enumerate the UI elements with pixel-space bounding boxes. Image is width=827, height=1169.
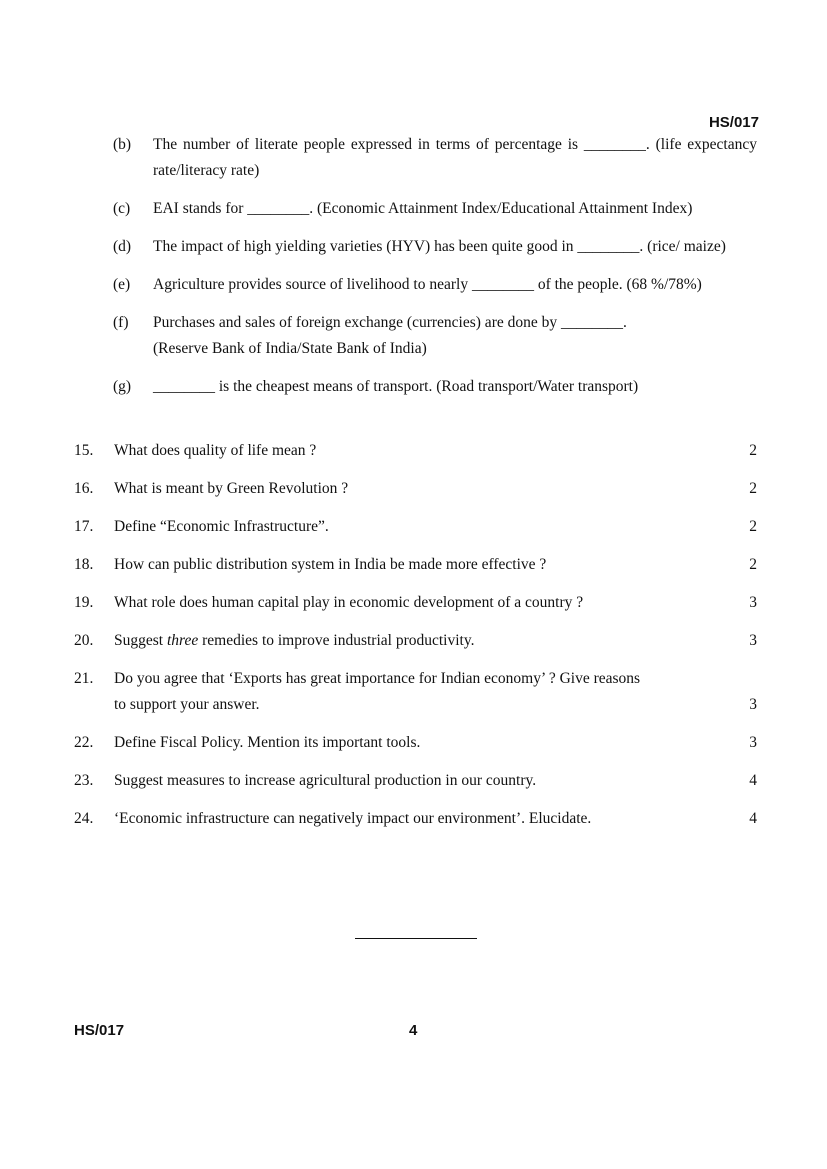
- question-body: [114, 590, 757, 616]
- fill-in-blanks-list: [113, 132, 757, 412]
- question-16: [74, 476, 757, 502]
- question-marks: 4: [749, 810, 757, 827]
- question-text: What is meant by Green Revolution ?: [114, 480, 349, 497]
- sub-question-text: EAI stands for ________. (Economic Attainment Index/Educational Attainment Index): [153, 200, 693, 217]
- question-body: [114, 768, 757, 794]
- question-marks: 3: [749, 632, 757, 649]
- question-text-emphasis: three: [166, 632, 199, 649]
- question-marks: 2: [749, 518, 757, 535]
- question-list: [74, 438, 757, 844]
- sub-question-text: Purchases and sales of foreign exchange (currencies) are done by ________.: [153, 314, 627, 331]
- question-body: [114, 730, 757, 756]
- question-text: Do you agree that ‘Exports has great importance for Indian economy’ ? Give reasons: [114, 670, 641, 687]
- question-marks: 3: [749, 696, 757, 713]
- sub-question-letter: (e): [113, 276, 131, 293]
- question-body: [114, 552, 757, 578]
- question-number: 23.: [74, 772, 94, 789]
- sub-question-options: (Reserve Bank of India/State Bank of India): [153, 340, 427, 357]
- question-marks: 3: [749, 594, 757, 611]
- question-line-2: [114, 692, 757, 718]
- question-body: [114, 666, 757, 718]
- sub-question-text: ________ is the cheapest means of transport. (Road transport/Water transport): [153, 378, 639, 395]
- page-number: 4: [409, 1022, 418, 1039]
- question-marks: 2: [749, 442, 757, 459]
- question-20: [74, 628, 757, 654]
- question-body: [114, 476, 757, 502]
- question-number: 15.: [74, 442, 94, 459]
- question-marks: 3: [749, 734, 757, 751]
- question-body: [114, 514, 757, 540]
- question-marks: 2: [749, 480, 757, 497]
- question-text: Define Fiscal Policy. Mention its important tools.: [114, 734, 421, 751]
- question-text: ‘Economic infrastructure can negatively impact our environment’. Elucidate.: [114, 810, 592, 827]
- sub-question-text: The impact of high yielding varieties (HYV) has been quite good in ________. (rice/ maize): [153, 238, 726, 255]
- question-marks: 2: [749, 556, 757, 573]
- question-21: [74, 666, 757, 718]
- question-number: 19.: [74, 594, 94, 611]
- question-text-part: Suggest: [114, 632, 167, 649]
- sub-question-f: [113, 310, 757, 362]
- sub-question-letter: (g): [113, 378, 132, 395]
- question-22: [74, 730, 757, 756]
- question-text: What does quality of life mean ?: [114, 442, 317, 459]
- question-18: [74, 552, 757, 578]
- question-text-part: remedies to improve industrial productivity.: [198, 632, 475, 649]
- question-text: What role does human capital play in economic development of a country ?: [114, 594, 584, 611]
- question-24: [74, 806, 757, 832]
- question-number: 24.: [74, 810, 94, 827]
- end-of-paper-rule: [355, 938, 477, 939]
- header-paper-code: HS/017: [708, 114, 759, 131]
- sub-question-e: [113, 272, 757, 298]
- sub-question-letter: (c): [113, 200, 131, 217]
- sub-question-d: [113, 234, 757, 260]
- sub-question-letter: (d): [113, 238, 132, 255]
- question-number: 17.: [74, 518, 94, 535]
- question-marks: 4: [749, 772, 757, 789]
- question-17: [74, 514, 757, 540]
- question-body: [114, 806, 757, 832]
- question-15: [74, 438, 757, 464]
- footer-paper-code: HS/017: [74, 1022, 125, 1039]
- question-number: 18.: [74, 556, 94, 573]
- question-number: 16.: [74, 480, 94, 497]
- question-text-continued: to support your answer.: [114, 696, 260, 713]
- question-23: [74, 768, 757, 794]
- question-text: [114, 628, 474, 654]
- question-body: [114, 628, 757, 654]
- question-19: [74, 590, 757, 616]
- question-text: Suggest measures to increase agricultural production in our country.: [114, 772, 537, 789]
- question-body: [114, 438, 757, 464]
- sub-question-c: [113, 196, 757, 222]
- question-number: 20.: [74, 632, 94, 649]
- sub-question-g: [113, 374, 757, 400]
- question-text: How can public distribution system in India be made more effective ?: [114, 556, 547, 573]
- sub-question-letter: (f): [113, 314, 129, 331]
- question-number: 22.: [74, 734, 94, 751]
- question-number: 21.: [74, 670, 94, 687]
- sub-question-text-block: [153, 310, 757, 362]
- sub-question-letter: (b): [113, 136, 132, 153]
- sub-question-b: [113, 132, 757, 184]
- question-text: Define “Economic Infrastructure”.: [114, 518, 329, 535]
- sub-question-text: The number of literate people expressed in terms of percentage is ________. (life expectancy rate/literacy rate): [153, 136, 757, 179]
- sub-question-text: Agriculture provides source of livelihood to nearly ________ of the people. (68 %/78%): [153, 276, 702, 293]
